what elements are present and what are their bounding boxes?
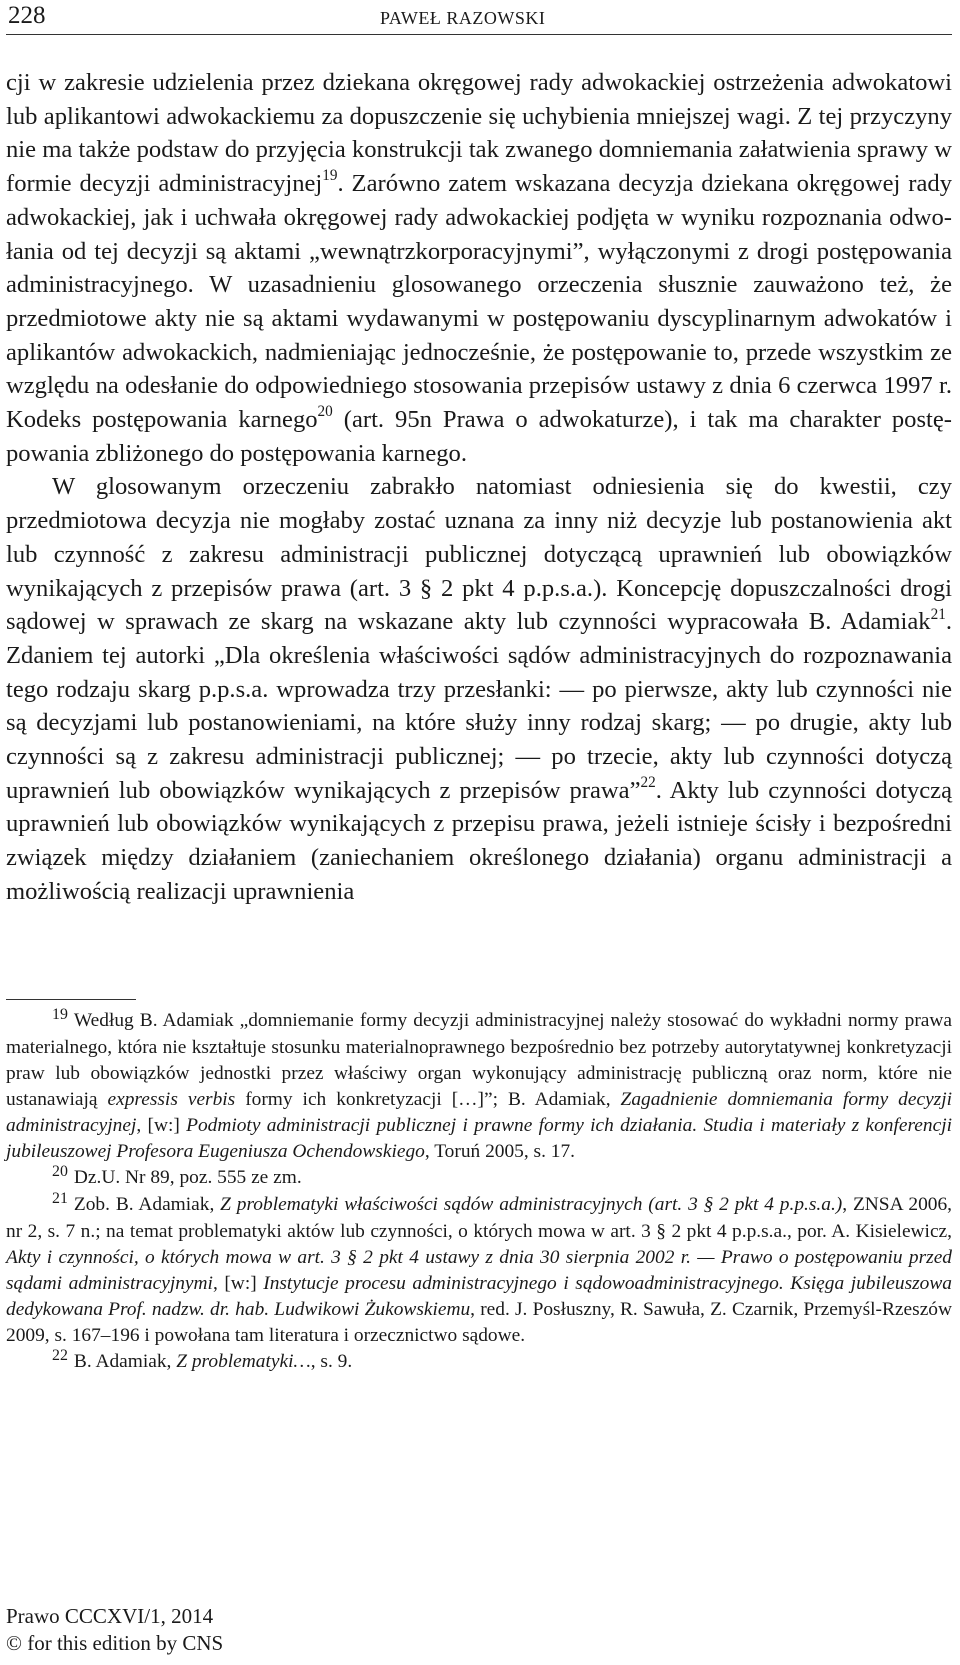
paragraph-2-text-a: W glosowanym orzeczeniu zabrakło natomiast odniesienia się do kwestii, czy przedmiotowa decyzja nie mogłaby zostać uznana za inny niż decyzje lub postanowienia akt lub czynność z zakresu administracji publicznej dotyczącą uprawnień lub obowiązków wynikających z przepisów prawa (art. 3 § 2 pkt 4 p.p.s.a.). Koncepcję dopuszczalności drogi sądowej w sprawach ze skarg na wskazane akty lub czynności wypracowała B. Adamiak	[6, 473, 952, 636]
footnotes	[6, 1005, 953, 1376]
footnote-21	[6, 1189, 952, 1349]
main-text	[6, 66, 952, 909]
page-number: 228	[8, 2, 46, 29]
footnote-ref-22: 22	[640, 774, 656, 792]
paragraph-2-text-c: . Akty lub czynności dotyczą uprawnień lub obowiązków wynikających z przepisu prawa, jeżeli istnieje ścisły i bezpośredni związek między działaniem (zaniechaniem określonego działania) organu administracji a możliwością realizacji uprawnienia	[6, 776, 953, 905]
footnote-number: 22	[52, 1346, 68, 1364]
page-header	[6, 0, 952, 35]
footnote-number: 20	[52, 1162, 68, 1180]
footnote-number: 21	[52, 1189, 68, 1207]
paragraph-1	[6, 66, 952, 470]
journal-citation: Prawo CCCXVI/1, 2014	[6, 1604, 214, 1628]
footnote-italic: Z problematyki…	[176, 1351, 311, 1372]
paragraph-2-text-b: . Zdaniem tej autorki „Dla określenia właściwości sądów administracyjnych do rozpoznawania tego rodzaju skarg p.p.s.a. wprowadza trzy przesłanki: — po pierwsze, akty lub czynności nie są decyzjami lub postanowieniami, na które służy inny rodzaj skarg; — po drugie, akty lub czynności są z zakresu administracji publicznej; — po trzecie, akty lub czynności dotyczą uprawnień lub obowiązków wynikających z przepisów prawa”	[6, 608, 952, 804]
paragraph-1-text-c: (art. 95n Prawa o adwokaturze), i tak ma charakter postępowania zbliżonego do postępowania karnego.	[6, 406, 952, 467]
imprint	[6, 1603, 223, 1657]
footnote-text: , [w:]	[212, 1273, 264, 1294]
footnote-22	[6, 1346, 952, 1376]
running-head: PAWEŁ RAZOWSKI	[380, 8, 546, 28]
footnote-text: , ZNSA 2006, nr 2, s. 7 n.; na temat problematyki aktów lub czynności, o których mowa w art. 3 § 2 pkt 4 p.p.s.a., por. A. Kisielewicz,	[6, 1194, 952, 1242]
footnote-number: 19	[52, 1005, 68, 1023]
footnote-text: B. Adamiak,	[73, 1351, 177, 1372]
footnote-italic: expressis verbis	[107, 1089, 236, 1110]
paragraph-1-text-a: cji w zakresie udzielenia przez dziekana okręgowej rady adwokackiej ostrzeżenia adwokatowi lub aplikantowi adwokackiemu za dopuszczenie się uchybienia mniejszej wagi. Z tej przyczyny nie ma także podstaw do przyjęcia konstrukcji tak zwanego domniemania załatwienia sprawy w formie decyzji administracyjnej	[6, 69, 952, 198]
footnote-text: Według B. Adamiak „domniemanie formy decyzji administracyjnej należy stosować do wykładni normy prawa materialnego, która nie kształtuje stosunku materialnoprawnego bezpośrednio bez potrzeby autorytatywnej konkretyzacji praw lub obowiązków jednostki przez właściwy organ wykonujący administrację publiczną oraz norm, które nie ustanawiają	[6, 1010, 952, 1110]
footnote-ref-19: 19	[322, 167, 338, 185]
footnote-20	[6, 1162, 952, 1192]
footnote-text: , red. J. Posłuszny, R. Sawuła, Z. Czarnik, Przemyśl-Rzeszów 2009, s. 167–196 i powołana tam literatura i orzecznictwo sądowe.	[6, 1299, 952, 1346]
footnote-separator	[6, 999, 136, 1000]
footnote-text: , s. 9.	[310, 1351, 353, 1372]
footnote-text: , [w:]	[136, 1115, 187, 1136]
footnote-text: , Toruń 2005, s. 17.	[424, 1141, 576, 1162]
footnote-text: formy ich konkretyzacji […]”; B. Adamiak,	[235, 1089, 621, 1110]
footnote-text: Dz.U. Nr 89, poz. 555 ze zm.	[73, 1167, 302, 1188]
footnote-italic: Instytucje procesu administracyjnego i sądowoadministracyjnego. Księga jubileuszowa dedykowana Prof. nadzw. dr. hab. Ludwikowi Żukowskiemu	[6, 1273, 952, 1320]
footnote-ref-21: 21	[930, 605, 946, 623]
footnote-italic: Zagadnienie domniemania formy decyzji administracyjnej	[6, 1089, 953, 1136]
copyright-notice: © for this edition by CNS	[6, 1631, 224, 1655]
footnote-ref-20: 20	[317, 403, 333, 421]
footnote-italic: Podmioty administracji publicznej i prawne formy ich działania. Studia i materiały z konferencji jubileuszowej Profesora Eugeniusza Ochendowskiego	[6, 1115, 952, 1162]
footnote-text: Zob. B. Adamiak,	[73, 1194, 221, 1215]
footnote-italic: Z problematyki właściwości sądów administracyjnych (art. 3 § 2 pkt 4 p.p.s.a.)	[220, 1194, 843, 1215]
paragraph-1-text-b: . Zarówno zatem wskazana decyzja dziekana okręgowej rady adwokackiej, jak i uchwała okręgowej rady adwokackiej podjęta w wyniku rozpoznania odwołania od tej decyzji są aktami „wewnątrzkorporacyjnymi”, wyłączonymi z drogi postępowania administracyjnego. W uzasadnieniu glosowanego orzeczenia słusznie zauważono też, że przedmiotowe akty nie są aktami wydawanymi w postępowaniu dyscyplinarnym adwokatów i aplikantów adwokackich, nadmieniając jednocześnie, że postępowanie to, przede wszystkim ze względu na odesłanie do odpowiedniego stosowania przepisów ustawy z dnia 6 czerwca 1997 r. Kodeks postępowania karnego	[6, 170, 952, 434]
footnote-italic: Akty i czynności, o których mowa w art. 3 § 2 pkt 4 ustawy z dnia 30 sierpnia 2002 r. — Prawo o postępowaniu przed sądami administracyjnymi	[6, 1247, 952, 1294]
footnote-19	[6, 1005, 953, 1165]
paragraph-2	[6, 470, 952, 908]
